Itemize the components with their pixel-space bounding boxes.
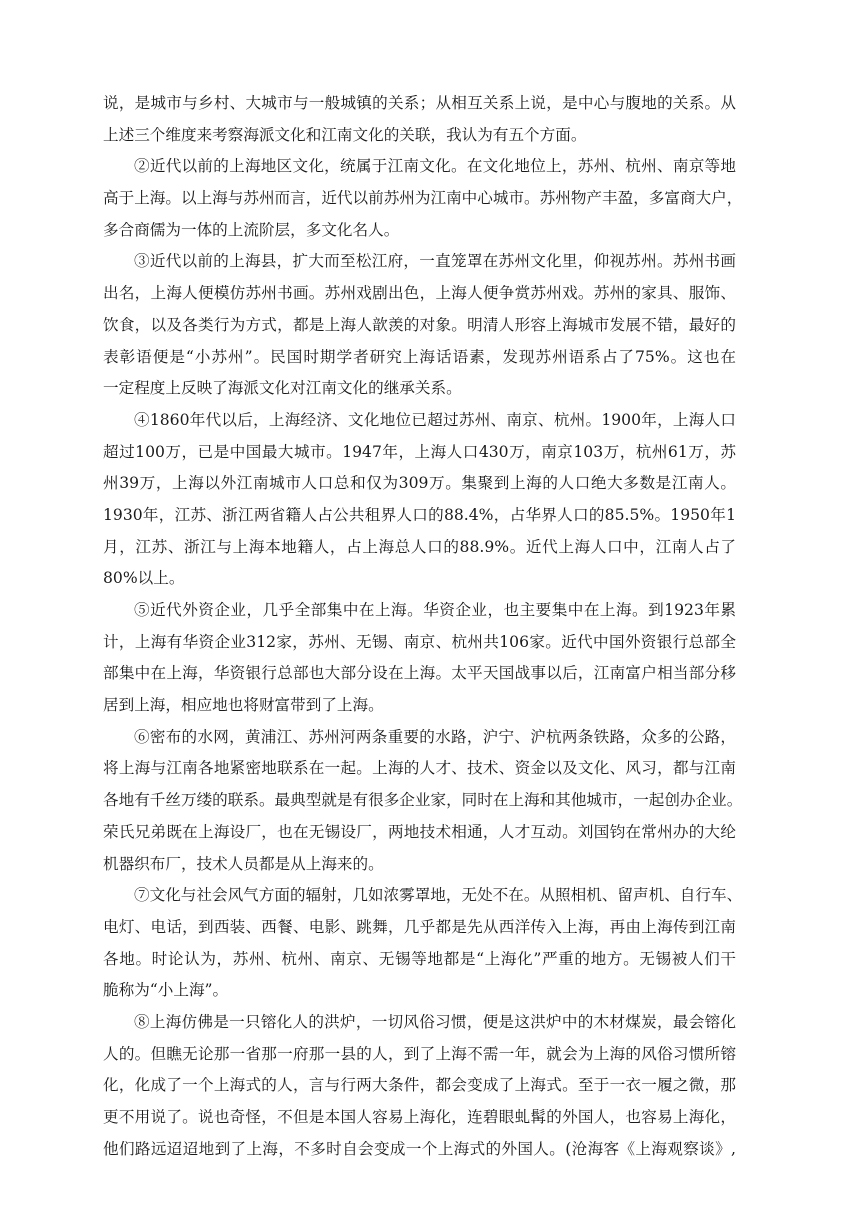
text-line: 各地。时论认为，苏州、杭州、南京、无锡等地都是“上海化”严重的地方。无锡被人们干 xyxy=(103,949,736,968)
text-line: 机器织布厂，技术人员都是从上海来的。 xyxy=(103,854,384,873)
text-line: 将上海与江南各地紧密地联系在一起。上海的人才、技术、资金以及文化、风习，都与江南 xyxy=(103,759,736,778)
text-line: 化，化成了一个上海式的人，言与行两大条件，都会变成了上海式。至于一衣一履之微，那 xyxy=(103,1076,736,1095)
text-line: 月，江苏、浙江与上海本地籍人，占上海总人口的88.9%。近代上海人口中，江南人占了 xyxy=(103,537,736,556)
article-body xyxy=(103,88,743,1165)
text-line: 一定程度上反映了海派文化对江南文化的继承关系。 xyxy=(103,379,462,398)
text-line: 计，上海有华资企业312家，苏州、无锡、南京、杭州共106家。近代中国外资银行总部全 xyxy=(103,632,736,651)
text-line: 说，是城市与乡村、大城市与一般城镇的关系；从相互关系上说，是中心与腹地的关系。从 xyxy=(103,94,736,112)
text-line: ⑧上海仿佛是一只镕化人的洪炉，一切风俗习惯，便是这洪炉中的木材煤炭，最会镕化 xyxy=(134,1012,736,1031)
paragraph-4 xyxy=(103,405,736,595)
text-line: 脆称为“小上海”。 xyxy=(103,981,229,1000)
paragraph-intro-continued xyxy=(103,88,736,151)
text-line: 州39万，上海以外江南城市人口总和仅为309万。集聚到上海的人口绝大多数是江南人。 xyxy=(103,474,736,493)
text-line: 上述三个维度来考察海派文化和江南文化的关联，我认为有五个方面。 xyxy=(103,125,587,144)
text-line: 超过100万，已是中国最大城市。1947年，上海人口430万，南京103万，杭州61万，苏 xyxy=(103,442,736,461)
text-line: 各地有千丝万缕的联系。最典型就是有很多企业家，同时在上海和其他城市，一起创办企业。 xyxy=(103,791,743,810)
text-line: ②近代以前的上海地区文化，统属于江南文化。在文化地位上，苏州、杭州、南京等地 xyxy=(134,157,736,176)
text-line: 出名，上海人便模仿苏州书画。苏州戏剧出色，上海人便争赏苏州戏。苏州的家具、服饰、 xyxy=(103,284,736,303)
text-line: 更不用说了。说也奇怪，不但是本国人容易上海化，连碧眼虬髯的外国人，也容易上海化， xyxy=(103,1108,736,1126)
text-line: 他们路远迢迢地到了上海，不多时自会变成一个上海式的外国人。(沧海客《上海观察谈》, xyxy=(103,1139,736,1158)
text-line: 荣氏兄弟既在上海设厂，也在无锡设厂，两地技术相通，人才互动。刘国钧在常州办的大纶 xyxy=(103,822,736,841)
paragraph-6 xyxy=(103,722,743,880)
text-line: ⑥密布的水网，黄浦江、苏州河两条重要的水路，沪宁、沪杭两条铁路，众多的公路， xyxy=(134,727,736,746)
paragraph-2 xyxy=(103,151,743,246)
text-line: 人的。但瞧无论那一省那一府那一县的人，到了上海不需一年，就会为上海的风俗习惯所镕 xyxy=(103,1044,736,1063)
text-line: 部集中在上海，华资银行总部也大部分设在上海。太平天国战事以后，江南富户相当部分移 xyxy=(103,664,736,683)
text-line: 高于上海。以上海与苏州而言，近代以前苏州为江南中心城市。苏州物产丰盈，多富商大户， xyxy=(103,189,743,208)
text-line: ⑦文化与社会风气方面的辐射，几如浓雾罩地，无处不在。从照相机、留声机、自行车、 xyxy=(134,886,743,905)
text-line: 80%以上。 xyxy=(103,569,185,588)
text-line-emphasis: 表彰语便是“小苏州”。民国时期学者研究上海话语素，发现苏州语系占了75%。这也在 xyxy=(103,347,736,366)
paragraph-8-quote xyxy=(103,1007,736,1165)
paragraph-3 xyxy=(103,246,736,404)
text-line: ④1860年代以后，上海经济、文化地位已超过苏州、南京、杭州。1900年，上海人口 xyxy=(134,410,736,429)
text-line: 1930年，江苏、浙江两省籍人占公共租界人口的88.4%，占华界人口的85.5%。1950年1 xyxy=(103,505,736,524)
text-line: 多合商儒为一体的上流阶层，多文化名人。 xyxy=(103,220,400,239)
text-line: 电灯、电话，到西装、西餐、电影、跳舞，几乎都是先从西洋传入上海，再由上海传到江南 xyxy=(103,917,736,936)
text-line: ③近代以前的上海县，扩大而至松江府，一直笼罩在苏州文化里，仰视苏州。苏州书画 xyxy=(134,252,736,271)
paragraph-7 xyxy=(103,880,743,1007)
text-line: ⑤近代外资企业，几乎全部集中在上海。华资企业，也主要集中在上海。到1923年累 xyxy=(134,601,736,619)
text-line: 饮食，以及各类行为方式，都是上海人歆羡的对象。明清人形容上海城市发展不错，最好的 xyxy=(103,315,736,334)
text-line: 居到上海，相应地也将财富带到了上海。 xyxy=(103,696,384,715)
paragraph-5 xyxy=(103,595,736,722)
